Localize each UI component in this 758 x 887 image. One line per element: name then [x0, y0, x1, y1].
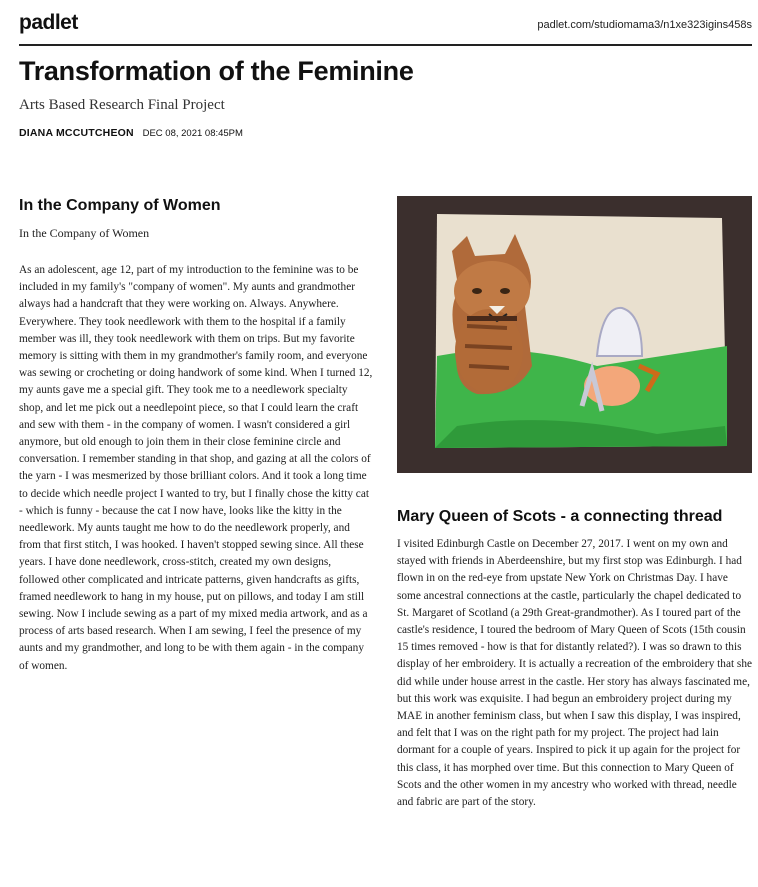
post-body-mary-queen: I visited Edinburgh Castle on December 27, 2017. I went on my own and stayed with friends in Aberdeenshire, but my first stop was Edinburgh. I had flown in on the red-eye from upstate New York on Christmas Day. I have some ancestral connections at the castle, particularly the chapel dedicated to St. Margaret of Scotland (a 29th Great-grandmother). As I toured part of the castle's residence, I toured the bedroom of Mary Queen of Scots (15th cousin 15 times removed - how is that for distantly related?). I was so drawn to this display of her embroidery. It is actually a recreation of the embroidery that she did while under house arrest in the castle. Her story has always fascinated me, but this work was exquisite. I had begun an embroidery project during my MAE in another feminism class, but when I saw this display, I was inspired, and felt that I was on the right path for my project. The project had lain dormant for a couple of years. Inspired to pick it up again for the project for this class, it has morphed over time. But this connection to Mary Queen of Scots and the other women in my ancestry who worked with thread, needle and fabric are part of the story. — [397, 538, 752, 809]
page-subtitle: Arts Based Research Final Project — [19, 97, 225, 113]
post-body-company-of-women: As an adolescent, age 12, part of my introduction to the feminine was to be included in my family's "company of women". My aunts and grandmother always had a handcraft that they were working on. Always. Anywhere. Everywhere. They took needlework with them to the hospital if a family member was ill, they took needlework with them on trips. But my favorite memory is sitting with them in my grandmother's family room, and everyone was sewing or crocheting or doing handwork of some kind. When I turned 12, my aunts gave me a special gift. They took me to a needlework specialty shop, and let me pick out a needlepoint piece, so that I could learn the craft and sew with them - in the company of women. I wasn't considered a girl anymore, but old enough to join them in their close feminine circle and conversation. I remember standing in that shop, and gazing at all the colors of the yarn - I was mesmerized by those brilliant colors. And it took a long time to decide which needle project I wanted to try, but I finally chose the kitty cat - which is funny - because the cat I now have, looks like the kitty in the needlework. My aunts taught me how to do the needlework properly, and from that first stitch, I was hooked. I haven't stopped sewing since. All these years. I have done needlework, cross-stitch, created my own designs, followed other complicated and intricate patterns, given handcrafts as gifts, framed needlework to hang in my house, put on pillows, and today I am still sewing. Now I include sewing as a part of my mixed media artwork, and as a process of arts based research. When I am sewing, I feel the presence of my aunts and my grandmother, and long to be with them again - in the company of women. — [19, 264, 373, 672]
top-bar — [19, 8, 752, 46]
needlepoint-kitten-illustration — [397, 196, 752, 473]
needlepoint-kitten-image — [397, 196, 752, 473]
post-date: DEC 08, 2021 08:45PM — [142, 128, 243, 139]
cat-figure — [452, 234, 532, 394]
page-title: Transformation of the Feminine — [19, 56, 414, 86]
post-subtitle: In the Company of Women — [19, 226, 150, 240]
post-title-company-of-women: In the Company of Women — [19, 197, 221, 214]
padlet-logo[interactable]: padlet — [19, 11, 78, 34]
post-meta — [19, 127, 243, 139]
author-name: DIANA MCCUTCHEON — [19, 127, 134, 139]
post-title-mary-queen: Mary Queen of Scots - a connecting thread — [397, 508, 723, 525]
padlet-url[interactable]: padlet.com/studiomama3/n1xe323igins458s — [537, 19, 752, 31]
